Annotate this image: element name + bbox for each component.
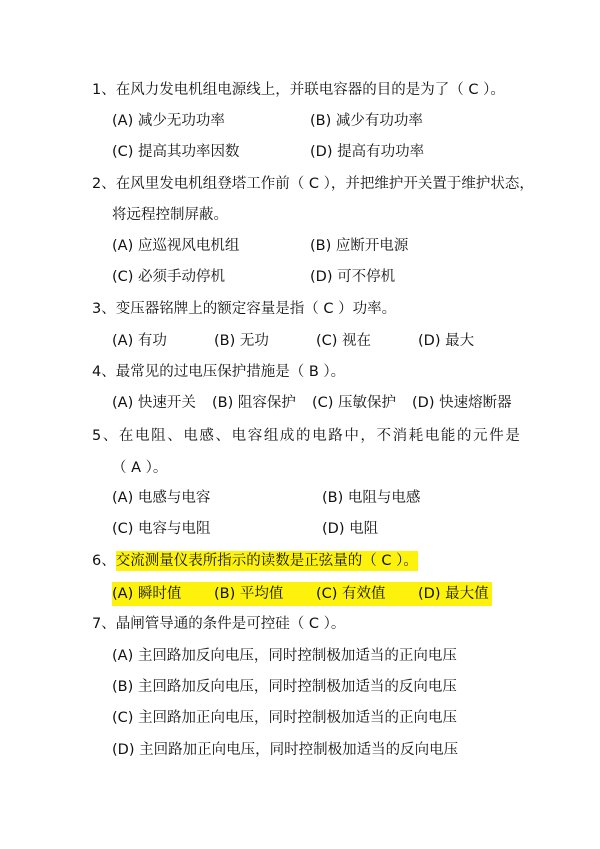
question-3-stem: 3、变压器铭牌上的额定容量是指（ C ）功率。 (92, 301, 397, 317)
question-5-option-c: (C) 电容与电阻 (112, 521, 211, 537)
question-3-option-b: (B) 无功 (214, 333, 269, 349)
question-5-option-b: (B) 电阻与电感 (322, 490, 421, 506)
question-5-option-a: (A) 电感与电容 (112, 490, 211, 506)
question-7-stem: 7、晶闸管导通的条件是可控硅（ C ）。 (92, 616, 346, 632)
question-2-stem-continued: 将远程控制屏蔽。 (112, 207, 228, 223)
question-7-option-b: (B) 主回路加反向电压，同时控制极加适当的反向电压 (112, 679, 457, 695)
question-2-option-c: (C) 必须手动停机 (112, 269, 226, 285)
question-4-option-c: (C) 压敏保护 (312, 395, 397, 411)
question-1-option-d: (D) 提高有功功率 (310, 144, 425, 160)
question-4-option-d: (D) 快速熔断器 (412, 395, 512, 411)
question-5-option-d: (D) 电阻 (322, 521, 379, 537)
question-5-stem-continued: （ A ）。 (112, 460, 168, 476)
question-7-option-a: (A) 主回路加反向电压，同时控制极加适当的正向电压 (112, 648, 457, 664)
question-3-option-d: (D) 最大 (418, 333, 475, 349)
question-6-number: 6、 (92, 553, 116, 569)
question-7-option-d: (D) 主回路加正向电压，同时控制极加适当的反向电压 (112, 742, 459, 758)
question-6-option-d: (D) 最大值 (418, 586, 489, 602)
question-1-option-a: (A) 减少无功功率 (112, 113, 225, 129)
question-2-stem: 2、在风里发电机组登塔工作前（ C ），并把维护开关置于维护状态， (92, 176, 534, 192)
question-3-option-a: (A) 有功 (112, 333, 167, 349)
question-6-options-highlight (112, 582, 492, 606)
question-6-option-c: (C) 有效值 (316, 586, 386, 602)
question-6-option-b: (B) 平均值 (214, 586, 284, 602)
question-5-stem: 5、在电阻、电感、电容组成的电路中，不消耗电能的元件是 (92, 428, 522, 444)
question-4-stem: 4、最常见的过电压保护措施是（ B ）。 (92, 364, 346, 380)
question-1-stem: 1、在风力发电机组电源线上，并联电容器的目的是为了（ C ）。 (92, 82, 505, 98)
question-6-stem (92, 551, 418, 571)
question-7-option-c: (C) 主回路加正向电压，同时控制极加适当的正向电压 (112, 710, 458, 726)
question-2-option-a: (A) 应巡视风电机组 (112, 238, 240, 254)
question-1-option-b: (B) 减少有功功率 (310, 113, 423, 129)
question-6-option-a: (A) 瞬时值 (112, 586, 182, 602)
question-2-option-b: (B) 应断开电源 (310, 238, 409, 254)
question-3-option-c: (C) 视在 (316, 333, 372, 349)
question-4-option-b: (B) 阻容保护 (212, 395, 296, 411)
question-1-option-c: (C) 提高其功率因数 (112, 144, 240, 160)
question-2-option-d: (D) 可不停机 (310, 269, 396, 285)
question-4-option-a: (A) 快速开关 (112, 395, 196, 411)
question-6-highlighted-text: 交流测量仪表所指示的读数是正弦量的（ C ）。 (115, 553, 418, 569)
